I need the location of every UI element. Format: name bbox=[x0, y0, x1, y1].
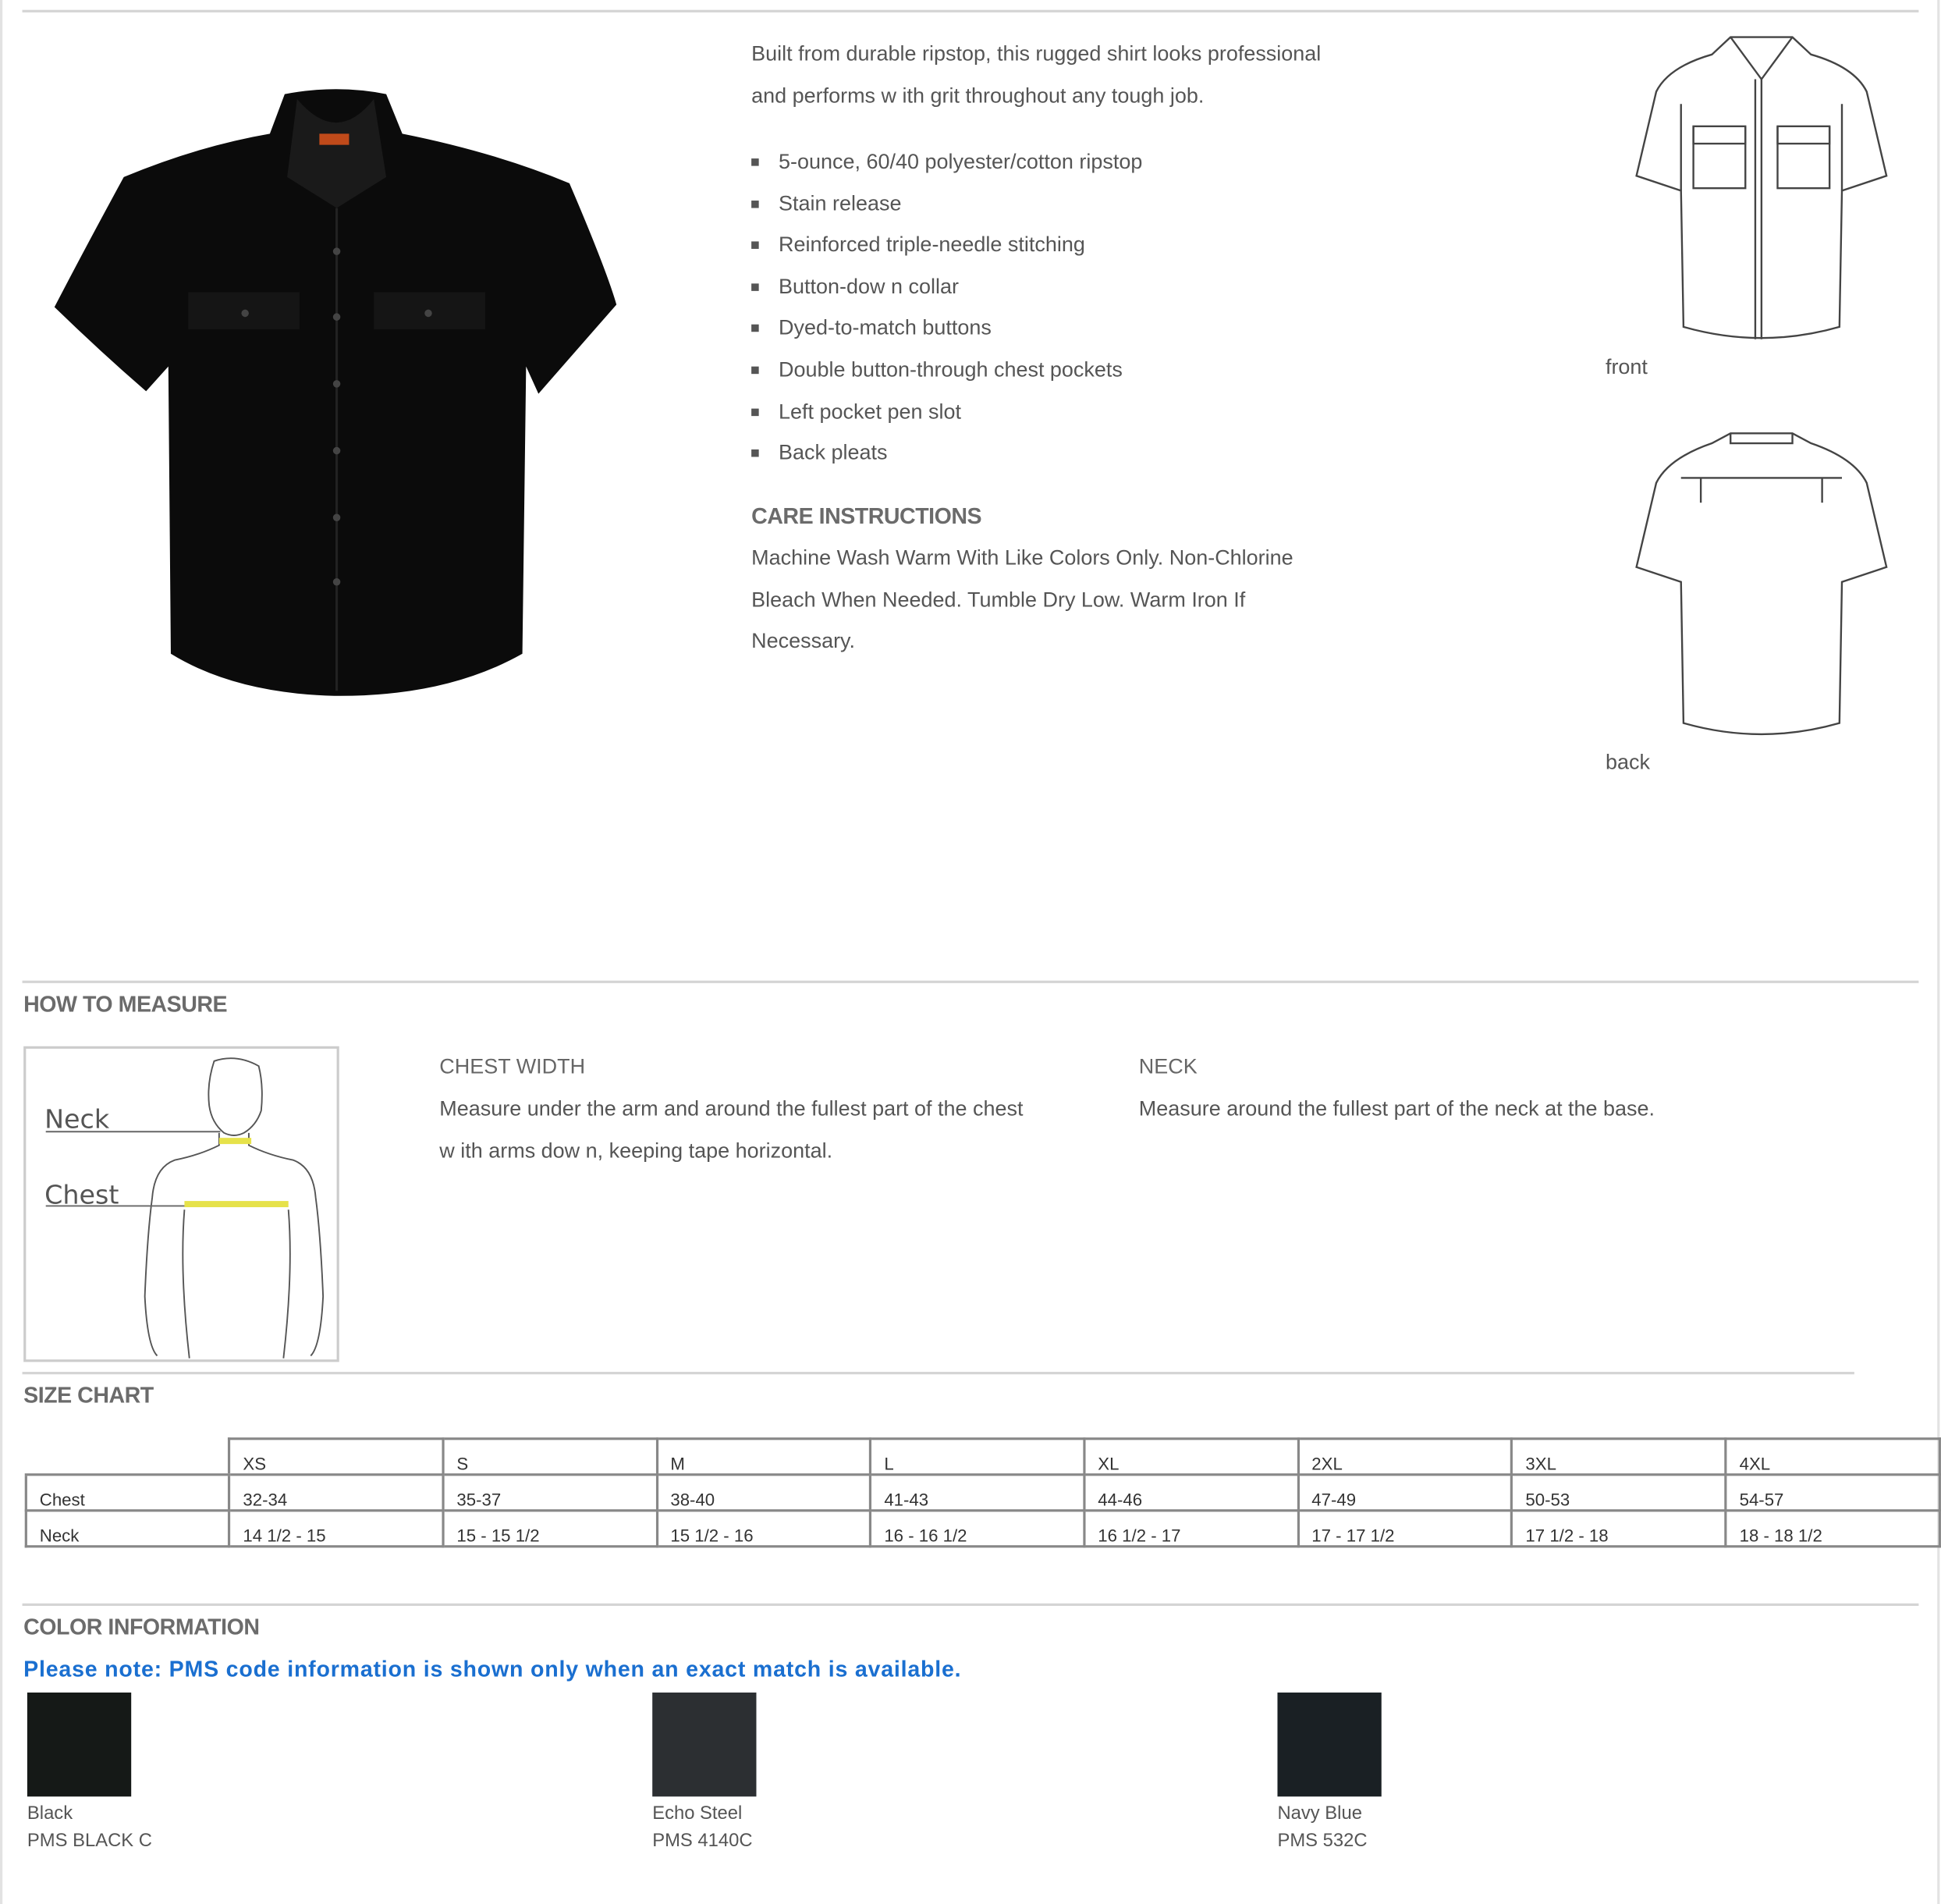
color-pms: PMS 532C bbox=[1277, 1830, 1368, 1852]
table-cell: 14 1/2 - 15 bbox=[229, 1511, 443, 1547]
measure-diagram bbox=[23, 1046, 339, 1362]
size-header: 2XL bbox=[1298, 1439, 1512, 1475]
neck-diagram-label: Neck bbox=[44, 1104, 110, 1135]
table-cell: 18 - 18 1/2 bbox=[1726, 1511, 1939, 1547]
front-label: front bbox=[1605, 355, 1648, 379]
bullet-icon bbox=[751, 325, 759, 332]
table-cell: 15 - 15 1/2 bbox=[443, 1511, 657, 1547]
divider bbox=[23, 1372, 1854, 1374]
description-line: Built from durable ripstop, this rugged shirt looks professional bbox=[751, 41, 1322, 66]
size-header: S bbox=[443, 1439, 657, 1475]
description-line: and performs w ith grit throughout any tough job. bbox=[751, 83, 1205, 108]
neck-title: NECK bbox=[1138, 1054, 1198, 1079]
back-flat-drawing bbox=[1631, 426, 1891, 748]
left-border bbox=[0, 0, 2, 1904]
size-header: L bbox=[871, 1439, 1084, 1475]
bullet-icon bbox=[751, 200, 759, 208]
care-line: Necessary. bbox=[751, 629, 856, 653]
back-label: back bbox=[1605, 750, 1650, 774]
table-row bbox=[26, 1511, 1939, 1547]
color-pms: PMS BLACK C bbox=[27, 1830, 152, 1852]
color-swatch-black[interactable] bbox=[27, 1693, 131, 1796]
front-flat-drawing bbox=[1631, 30, 1891, 352]
color-name: Echo Steel bbox=[652, 1803, 743, 1824]
size-chart-heading: SIZE CHART bbox=[23, 1383, 154, 1408]
care-line: Machine Wash Warm With Like Colors Only. Non-Chlorine bbox=[751, 545, 1293, 570]
chest-diagram-label: Chest bbox=[44, 1180, 119, 1210]
chest-width-line: Measure under the arm and around the fullest part of the chest bbox=[439, 1096, 1024, 1121]
shirt-product-image bbox=[49, 84, 621, 698]
feature-item: Double button-through chest pockets bbox=[751, 354, 1142, 396]
table-cell: 44-46 bbox=[1084, 1475, 1298, 1511]
bullet-icon bbox=[751, 158, 759, 166]
bullet-icon bbox=[751, 408, 759, 416]
divider bbox=[23, 1604, 1919, 1606]
color-swatch-navy-blue[interactable] bbox=[1277, 1693, 1381, 1796]
feature-item: Stain release bbox=[751, 188, 1142, 229]
chest-width-title: CHEST WIDTH bbox=[439, 1054, 586, 1079]
table-cell: 35-37 bbox=[443, 1475, 657, 1511]
color-swatch-echo-steel[interactable] bbox=[652, 1693, 756, 1796]
color-name: Black bbox=[27, 1803, 73, 1824]
bullet-icon bbox=[751, 367, 759, 375]
care-heading: CARE INSTRUCTIONS bbox=[751, 503, 982, 529]
size-chart-table bbox=[25, 1437, 1941, 1547]
right-border bbox=[1937, 0, 1939, 1904]
how-to-measure-heading: HOW TO MEASURE bbox=[23, 991, 228, 1017]
feature-item: Back pleats bbox=[751, 437, 1142, 478]
neck-instructions: Measure around the fullest part of the neck at the base. bbox=[1138, 1096, 1655, 1121]
size-header: XS bbox=[229, 1439, 443, 1475]
color-pms: PMS 4140C bbox=[652, 1830, 753, 1852]
table-header-row bbox=[26, 1439, 1939, 1475]
table-cell: 16 1/2 - 17 bbox=[1084, 1511, 1298, 1547]
table-cell: 54-57 bbox=[1726, 1475, 1939, 1511]
table-cell: 15 1/2 - 16 bbox=[657, 1511, 871, 1547]
table-cell: 17 1/2 - 18 bbox=[1512, 1511, 1726, 1547]
row-label: Neck bbox=[26, 1511, 229, 1547]
table-row bbox=[26, 1475, 1939, 1511]
bullet-icon bbox=[751, 449, 759, 457]
size-header: 3XL bbox=[1512, 1439, 1726, 1475]
table-cell: 32-34 bbox=[229, 1475, 443, 1511]
feature-list bbox=[751, 146, 1142, 478]
table-cell: 50-53 bbox=[1512, 1475, 1726, 1511]
feature-item: 5-ounce, 60/40 polyester/cotton ripstop bbox=[751, 146, 1142, 187]
size-header: M bbox=[657, 1439, 871, 1475]
bullet-icon bbox=[751, 283, 759, 291]
chest-width-line: w ith arms dow n, keeping tape horizontal. bbox=[439, 1138, 833, 1163]
row-label: Chest bbox=[26, 1475, 229, 1511]
table-cell: 17 - 17 1/2 bbox=[1298, 1511, 1512, 1547]
pms-note: Please note: PMS code information is shown only when an exact match is available. bbox=[23, 1657, 962, 1682]
divider bbox=[23, 981, 1919, 983]
table-cell: 47-49 bbox=[1298, 1475, 1512, 1511]
color-information-heading: COLOR INFORMATION bbox=[23, 1614, 260, 1639]
care-line: Bleach When Needed. Tumble Dry Low. Warm Iron If bbox=[751, 588, 1246, 612]
color-name: Navy Blue bbox=[1277, 1803, 1362, 1824]
table-cell: 41-43 bbox=[871, 1475, 1084, 1511]
divider bbox=[23, 10, 1919, 12]
feature-item: Dyed-to-match buttons bbox=[751, 312, 1142, 353]
table-cell: 16 - 16 1/2 bbox=[871, 1511, 1084, 1547]
feature-item: Button-dow n collar bbox=[751, 271, 1142, 312]
feature-item: Reinforced triple-needle stitching bbox=[751, 229, 1142, 271]
table-cell: 38-40 bbox=[657, 1475, 871, 1511]
feature-item: Left pocket pen slot bbox=[751, 396, 1142, 437]
bullet-icon bbox=[751, 242, 759, 250]
size-header: XL bbox=[1084, 1439, 1298, 1475]
size-header: 4XL bbox=[1726, 1439, 1939, 1475]
